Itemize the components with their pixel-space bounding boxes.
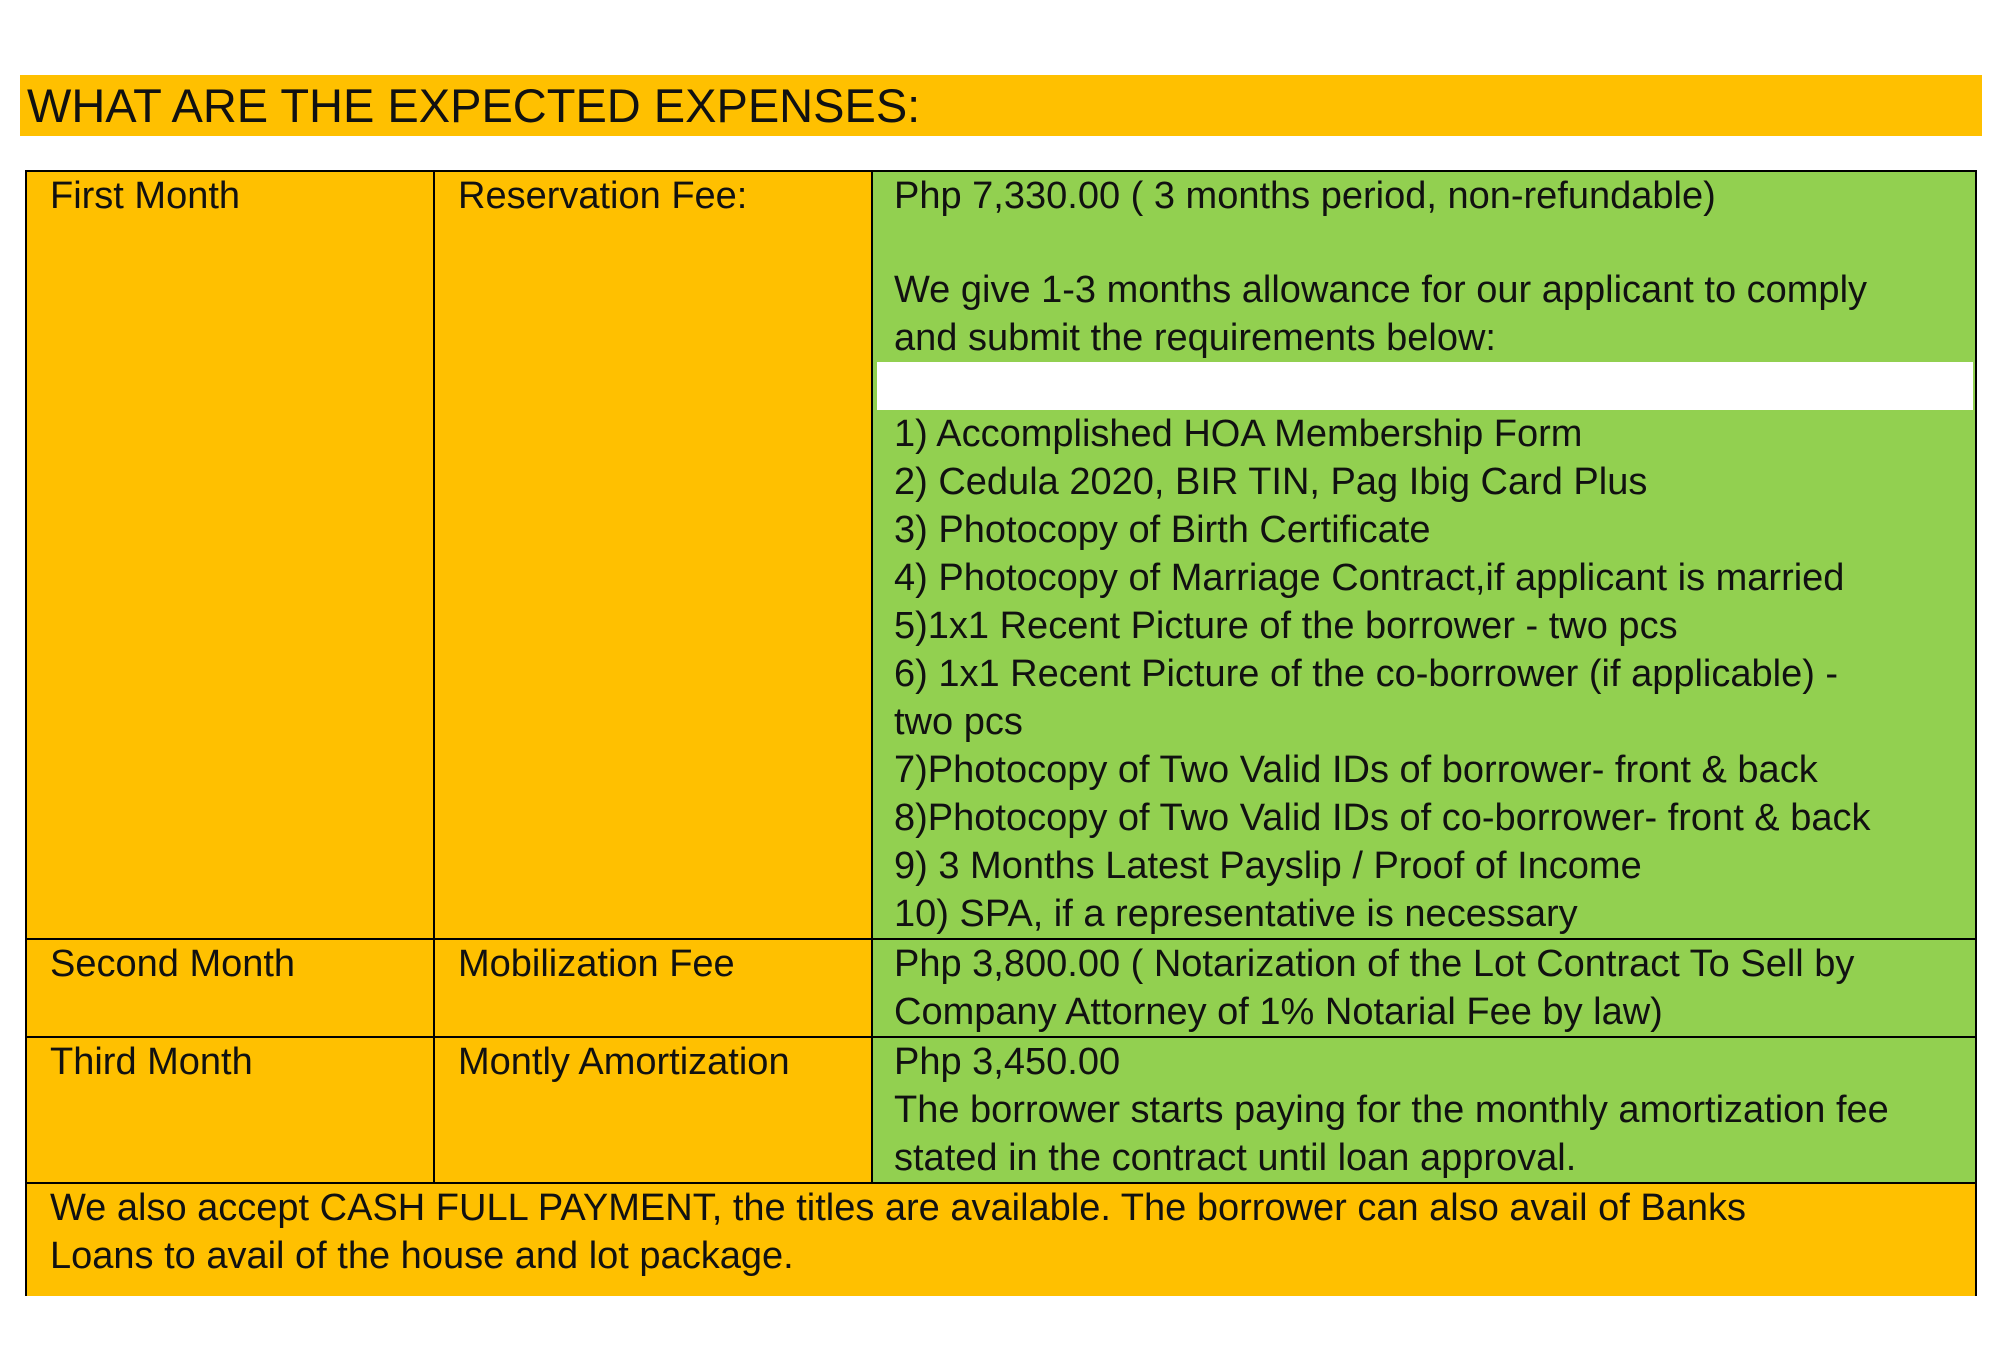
allowance-text: We give 1-3 months allowance for our applicant to comply — [894, 269, 1868, 311]
payment-note-cell — [26, 1183, 1976, 1296]
requirement-item: 5)1x1 Recent Picture of the borrower - two pcs — [894, 605, 1678, 647]
requirement-item: 7)Photocopy of Two Valid IDs of borrower- front & back — [894, 749, 1818, 791]
payment-note-text: Loans to avail of the house and lot package. — [50, 1235, 794, 1277]
requirement-item: 9) 3 Months Latest Payslip / Proof of Income — [894, 845, 1642, 887]
fee-type-cell: Mobilization Fee — [434, 939, 872, 1037]
expenses-table — [25, 170, 1977, 1296]
requirement-item: 2) Cedula 2020, BIR TIN, Pag Ibig Card Plus — [894, 461, 1648, 503]
mobilization-amount: Php 3,800.00 ( Notarization of the Lot Contract To Sell by — [894, 943, 1855, 985]
requirement-item: 3) Photocopy of Birth Certificate — [894, 509, 1431, 551]
fee-type-cell: Reservation Fee: — [434, 171, 872, 939]
details-cell — [872, 171, 1976, 939]
requirement-item: 6) 1x1 Recent Picture of the co-borrower (if applicable) - — [894, 653, 1839, 695]
divider-strip — [877, 362, 1973, 410]
period-cell: Third Month — [26, 1037, 434, 1183]
fee-type-cell: Montly Amortization — [434, 1037, 872, 1183]
requirement-item: 8)Photocopy of Two Valid IDs of co-borrower- front & back — [894, 797, 1871, 839]
mobilization-amount: Company Attorney of 1% Notarial Fee by law) — [894, 991, 1663, 1033]
requirement-item: 4) Photocopy of Marriage Contract,if applicant is married — [894, 557, 1845, 599]
allowance-text: and submit the requirements below: — [894, 317, 1496, 359]
amortization-amount: Php 3,450.00 — [894, 1041, 1121, 1083]
table-row-second-month — [26, 939, 1976, 1037]
requirement-item: 1) Accomplished HOA Membership Form — [894, 413, 1583, 455]
table-row-first-month — [26, 171, 1976, 939]
requirement-item: 10) SPA, if a representative is necessary — [894, 893, 1578, 935]
title-banner — [20, 75, 1982, 136]
requirement-item: two pcs — [894, 701, 1023, 743]
table-row-note — [26, 1183, 1976, 1296]
payment-note-text: We also accept CASH FULL PAYMENT, the titles are available. The borrower can also avail of Banks — [50, 1187, 1746, 1229]
amortization-text: The borrower starts paying for the monthly amortization fee — [894, 1089, 1889, 1131]
table-row-third-month — [26, 1037, 1976, 1183]
period-cell: First Month — [26, 171, 434, 939]
reservation-amount: Php 7,330.00 ( 3 months period, non-refundable) — [894, 175, 1716, 217]
page-title: WHAT ARE THE EXPECTED EXPENSES: — [27, 79, 921, 132]
details-cell — [872, 939, 1976, 1037]
spacer — [894, 220, 1975, 266]
details-cell — [872, 1037, 1976, 1183]
period-cell: Second Month — [26, 939, 434, 1037]
amortization-text: stated in the contract until loan approval. — [894, 1137, 1577, 1179]
